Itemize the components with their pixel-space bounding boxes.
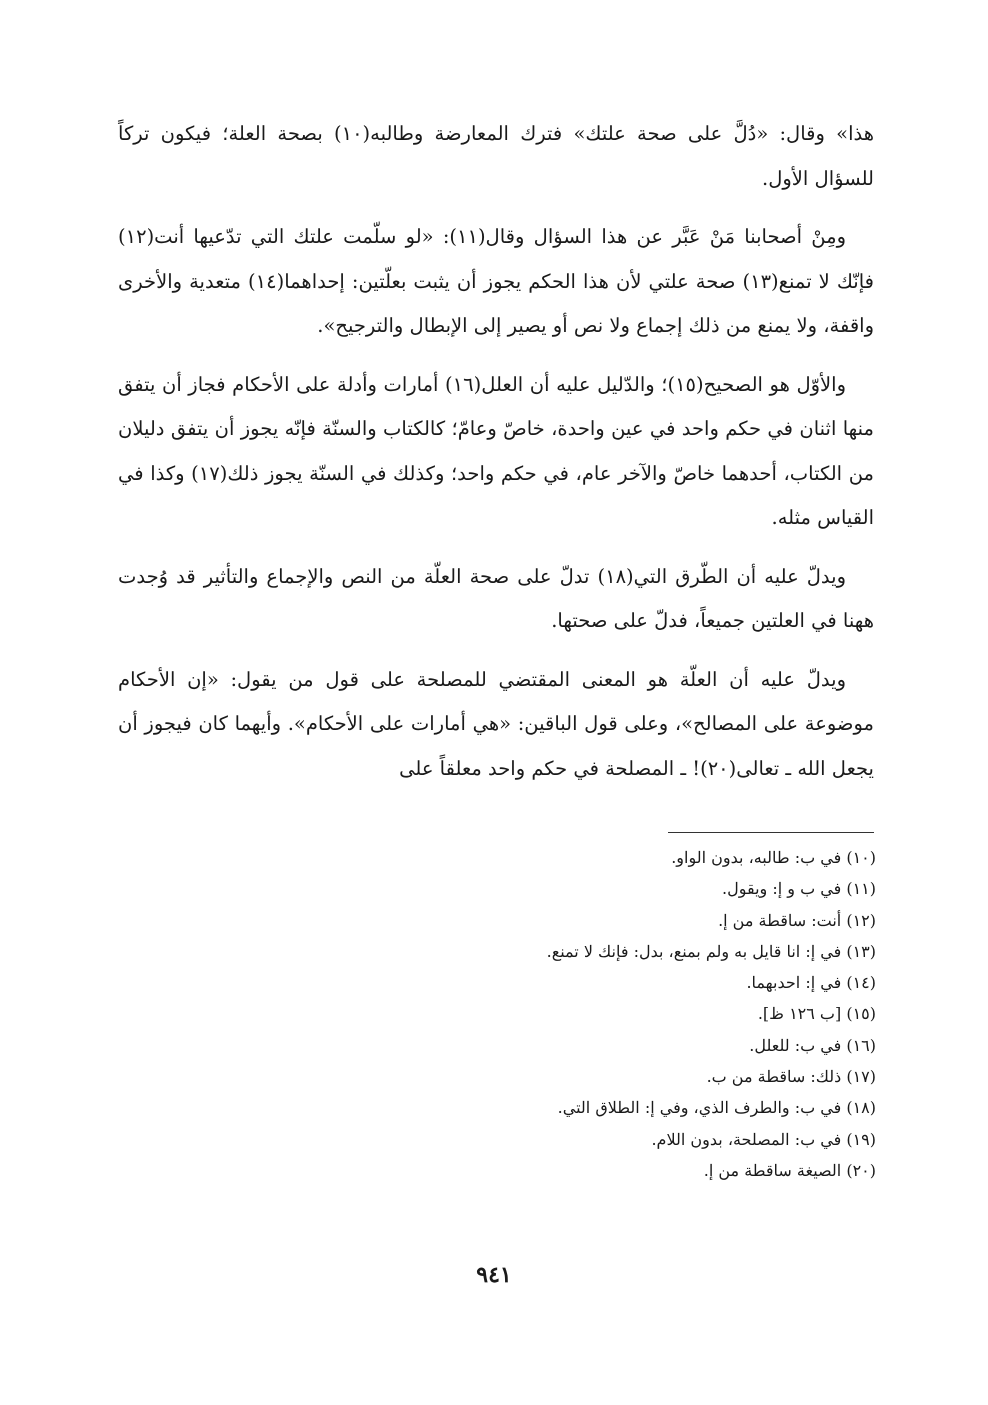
footnote: (١٢) أنت: ساقطة من إ. — [718, 910, 876, 930]
paragraph: ويدلّ عليه أن العلّة هو المعنى المقتضي للمصلحة على قول من يقول: «إن الأحكام موضوعة على المصالح»، وعلى قول الباقين: «هي أمارات على الأحكام». وأيهما كان فيجوز أن يجعل الله ـ تعالى(٢٠)! ـ المصلحة في حكم واحد معلقاً على — [118, 667, 874, 780]
footnote: (١٧) ذلك: ساقطة من ب. — [706, 1067, 876, 1087]
paragraph: ويدلّ عليه أن الطّرق التي(١٨) تدلّ على صحة العلّة من النص والإجماع والتأثير قد وُجدت ههنا في العلتين جميعاً، فدلّ على صحتها. — [118, 564, 874, 632]
footnote: (١٤) في إ: احدبهما. — [746, 973, 876, 993]
footnote: (١٨) في ب: والطرف الذي، وفي إ: الطلاق التي. — [557, 1098, 876, 1118]
footnote: (١٩) في ب: المصلحة، بدون اللام. — [651, 1129, 876, 1149]
footnote: (١٥) [ب ١٢٦ ظ]. — [757, 1004, 876, 1024]
footnote: (١٠) في ب: طالبه، بدون الواو. — [671, 848, 876, 867]
paragraph: هذا» وقال: «دُلَّ على صحة علتك» فترك المعارضة وطالبه(١٠) بصحة العلة؛ فيكون تركاً للسؤال الأول. — [118, 122, 875, 190]
footnotes-list — [316, 842, 876, 1186]
footnote: (١٣) في إ: انا قايل به ولم بمنع، بدل: فإنك لا تمنع. — [546, 941, 876, 961]
footnote: (١١) في ب و إ: ويقول. — [722, 879, 876, 899]
page-number: ٩٤١ — [476, 1262, 512, 1288]
paragraph: والأوّل هو الصحيح(١٥)؛ والدّليل عليه أن العلل(١٦) أمارات وأدلة على الأحكام فجاز أن يتفق منها اثنان في حكم واحد في عين واحدة، خاصّ وعامّ؛ كالكتاب والسنّة فإنّه يجوز أن يتفق دليلان من الكتاب، أحدهما خاصّ والآخر عام، في حكم واحد؛ وكذلك في السنّة يجوز ذلك(١٧) وكذا في القياس مثله. — [118, 372, 874, 529]
paragraph: ومِنْ أصحابنا مَنْ عَبَّر عن هذا السؤال وقال(١١): «لو سلّمت علتك التي تدّعيها أنت(١٢) فإنّك لا تمنع(١٣) صحة علتي لأن هذا الحكم يجوز أن يثبت بعلّتين: إحداهما(١٤) متعدية والأخرى واقفة، ولا يمنع من ذلك إجماع ولا نص أو يصير إلى الإبطال والترجيح». — [118, 225, 875, 337]
footnote-divider — [668, 832, 874, 833]
footnote: (١٦) في ب: للعلل. — [749, 1035, 876, 1055]
footnote: (٢٠) الصيغة ساقطة من إ. — [703, 1160, 876, 1180]
main-text — [118, 112, 874, 805]
